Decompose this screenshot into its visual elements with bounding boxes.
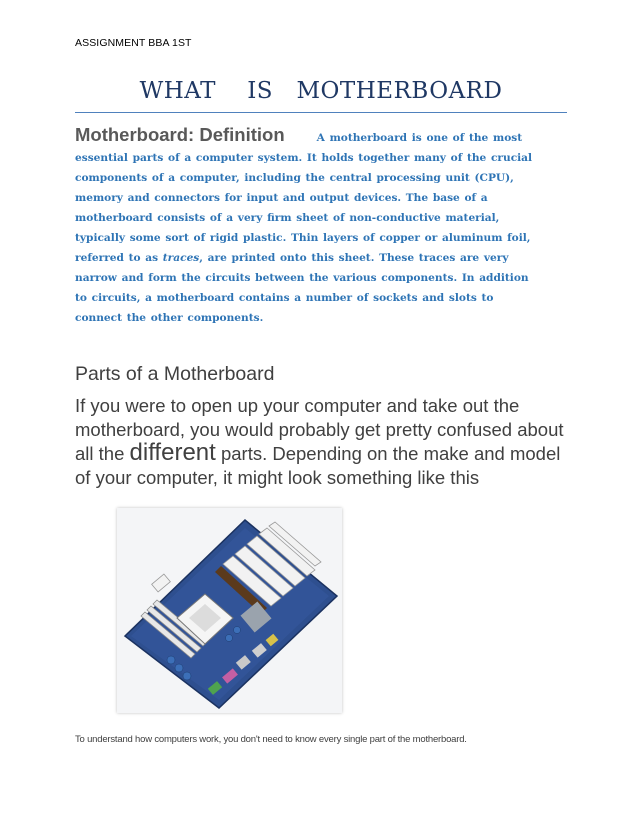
motherboard-illustration [117,508,342,713]
parts-heading: Parts of a Motherboard [75,363,275,385]
power-connector [152,574,171,592]
definition-text-part2: , are printed onto this sheet. These traces are very narrow and form the circuits between the various components. In addition to circuits, a motherboard contains a number of sockets and slots to connect the other components. [75,252,529,324]
motherboard-photo [117,508,342,713]
caption: To understand how computers work, you don't need to know every single part of the motherboard. [75,734,467,745]
intro-text-part2: parts. Depending on the make and model of your computer, it might look something like this [75,443,561,488]
definition-text-emphasis: traces [162,252,200,264]
parts-intro-paragraph [75,394,565,489]
definition-text-part1: A motherboard is one of the most essential parts of a computer system. It holds together many of the crucial components of a computer, including the central processing unit (CPU), memory and connectors for input and output devices. The base of a motherboard consists of a very firm sheet of non-conductive material, typically some sort of rigid plastic. Thin layers of copper or aluminum foil, referred to as [75,132,533,264]
definition-heading: Motherboard: Definition [75,124,285,145]
intro-text-part1: If you were to open up your computer and take out the motherboard, you would probably get pretty confused about all the [75,395,564,464]
header-note: ASSIGNMENT BBA 1ST [75,37,192,49]
definition-paragraph [75,132,532,324]
title-underline [75,112,567,113]
page-title: WHAT IS MOTHERBOARD [139,78,503,104]
definition-section [75,124,545,328]
intro-big-word: different [129,439,216,466]
